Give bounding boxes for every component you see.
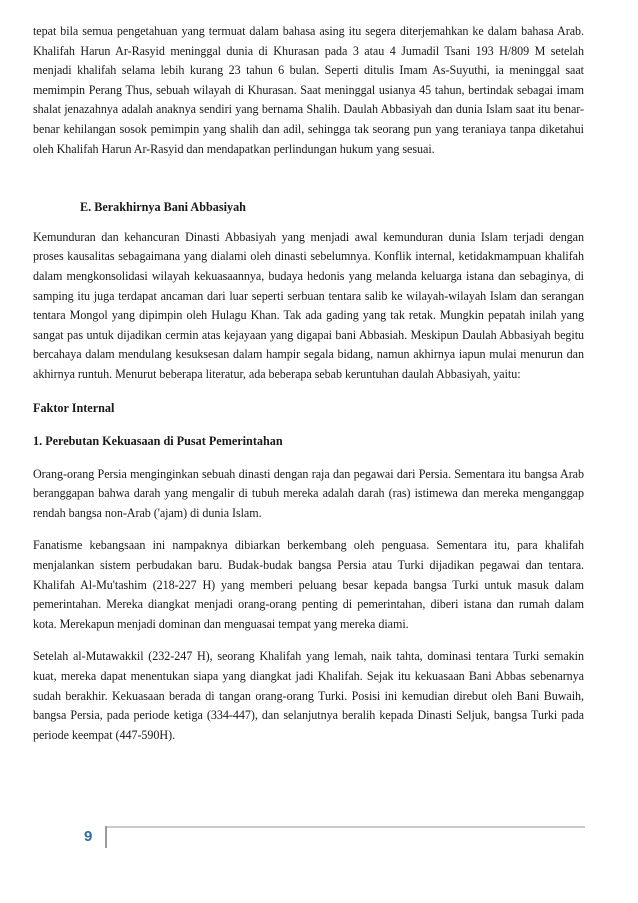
- paragraph-orang-persia: Orang-orang Persia menginginkan sebuah dinasti dengan raja dan pegawai dari Persia. Sementara itu bangsa Arab beranggapan bahwa darah yang mengalir di tubuh mereka adalah darah (ras) istimewa dan mereka menganggap rendah bangsa non-Arab ('ajam) di dunia Islam.: [33, 466, 584, 520]
- paragraph-al-mutawakkil: Setelah al-Mutawakkil (232-247 H), seorang Khalifah yang lemah, naik tahta, dominasi tentara Turki semakin kuat, mereka dapat menentukan siapa yang diangkat jadi Khalifah. Sejak itu kekuasaan Bani Abbas sebenarnya sudah berakhir. Kekuasaan berada di tangan orang-orang Turki. Posisi ini kemudian direbut oleh Bani Buwaih, bangsa Persia, pada periode ketiga (334-447), dan selanjutnya beralih kepada Dinasti Seljuk, bangsa Turki pada periode keempat (447-590H).: [33, 649, 584, 742]
- page-content: [33, 22, 584, 745]
- subheading-perebutan-kekuasaan: 1. Perebutan Kekuasaan di Pusat Pemerintahan: [33, 434, 283, 449]
- page-number: 9: [84, 828, 93, 845]
- section-heading-e: E. Berakhirnya Bani Abbasiyah: [80, 200, 246, 215]
- subheading-faktor-internal: Faktor Internal: [33, 400, 115, 415]
- paragraph-kemunduran: Kemunduran dan kehancuran Dinasti Abbasiyah yang menjadi awal kemunduran dunia Islam terjadi dengan proses kausalitas sebagaimana yang dialami oleh dinasti sebelumnya. Konflik internal, ketidakmampuan khalifah dalam mengkonsolidasi wilayah kekuasaannya, budaya hedonis yang melanda keluarga istana dan sebaginya, di samping itu juga terdapat ancaman dari luar seperti serbuan tentara salib ke wilayah-wilayah Islam dan serangan tentara Mongol yang dipimpin oleh Hulagu Khan. Tak ada gading yang tak retak. Mungkin pepatah inilah yang sangat pas untuk dijadikan cermin atas kejayaan yang digapai bani Abbasiah. Meskipun Daulah Abbasiyah begitu bercahaya dalam mendulang kesuksesan dalam hampir segala bidang, namun akhirnya iapun mulai menurun dan akhirnya runtuh. Menurut beberapa literatur, ada beberapa sebab keruntuhan daulah Abbasiyah, yaitu:: [33, 229, 584, 381]
- footer-rule: [107, 826, 585, 828]
- paragraph-harun-ar-rasyid: tepat bila semua pengetahuan yang termuat dalam bahasa asing itu segera diterjemahkan ke dalam bahasa Arab. Khalifah Harun Ar-Rasyid meninggal dunia di Khurasan pada 3 atau 4 Jumadil Tsani 193 H/809 M setelah menjadi khalifah selama lebih kurang 23 tahun 6 bulan. Seperti ditulis Imam As-Suyuthi, ia meninggal saat memimpin Perang Thus, sebuah wilayah di Khurasan. Saat meninggal usianya 45 tahun, bertindak sebagai imam shalat jenazahnya adalah anaknya sendiri yang bernama Shalih. Daulah Abbasiyah dan dunia Islam saat itu benar- benar kehilangan sosok pemimpin yang shalih dan adil, sehingga tak seorang pun yang teraniaya tanpa diketahui oleh Khalifah Harun Ar-Rasyid dan mendapatkan perlindungan hukum yang sesuai.: [33, 24, 584, 156]
- footer-divider-bar: [105, 826, 107, 848]
- paragraph-fanatisme: Fanatisme kebangsaan ini nampaknya dibiarkan berkembang oleh penguasa. Sementara itu, para khalifah menjalankan sistem perbudakan baru. Budak-budak bangsa Persia atau Turki dijadikan pegawai dan tentara. Khalifah Al-Mu'tashim (218-227 H) yang memberi peluang besar kepada bangsa Turki untuk masuk dalam pemerintahan. Mereka diangkat menjadi orang-orang penting di pemerintahan, diberi istana dan rumah dalam kota. Merekapun menjadi dominan dan menguasai tempat yang mereka diami.: [33, 538, 584, 631]
